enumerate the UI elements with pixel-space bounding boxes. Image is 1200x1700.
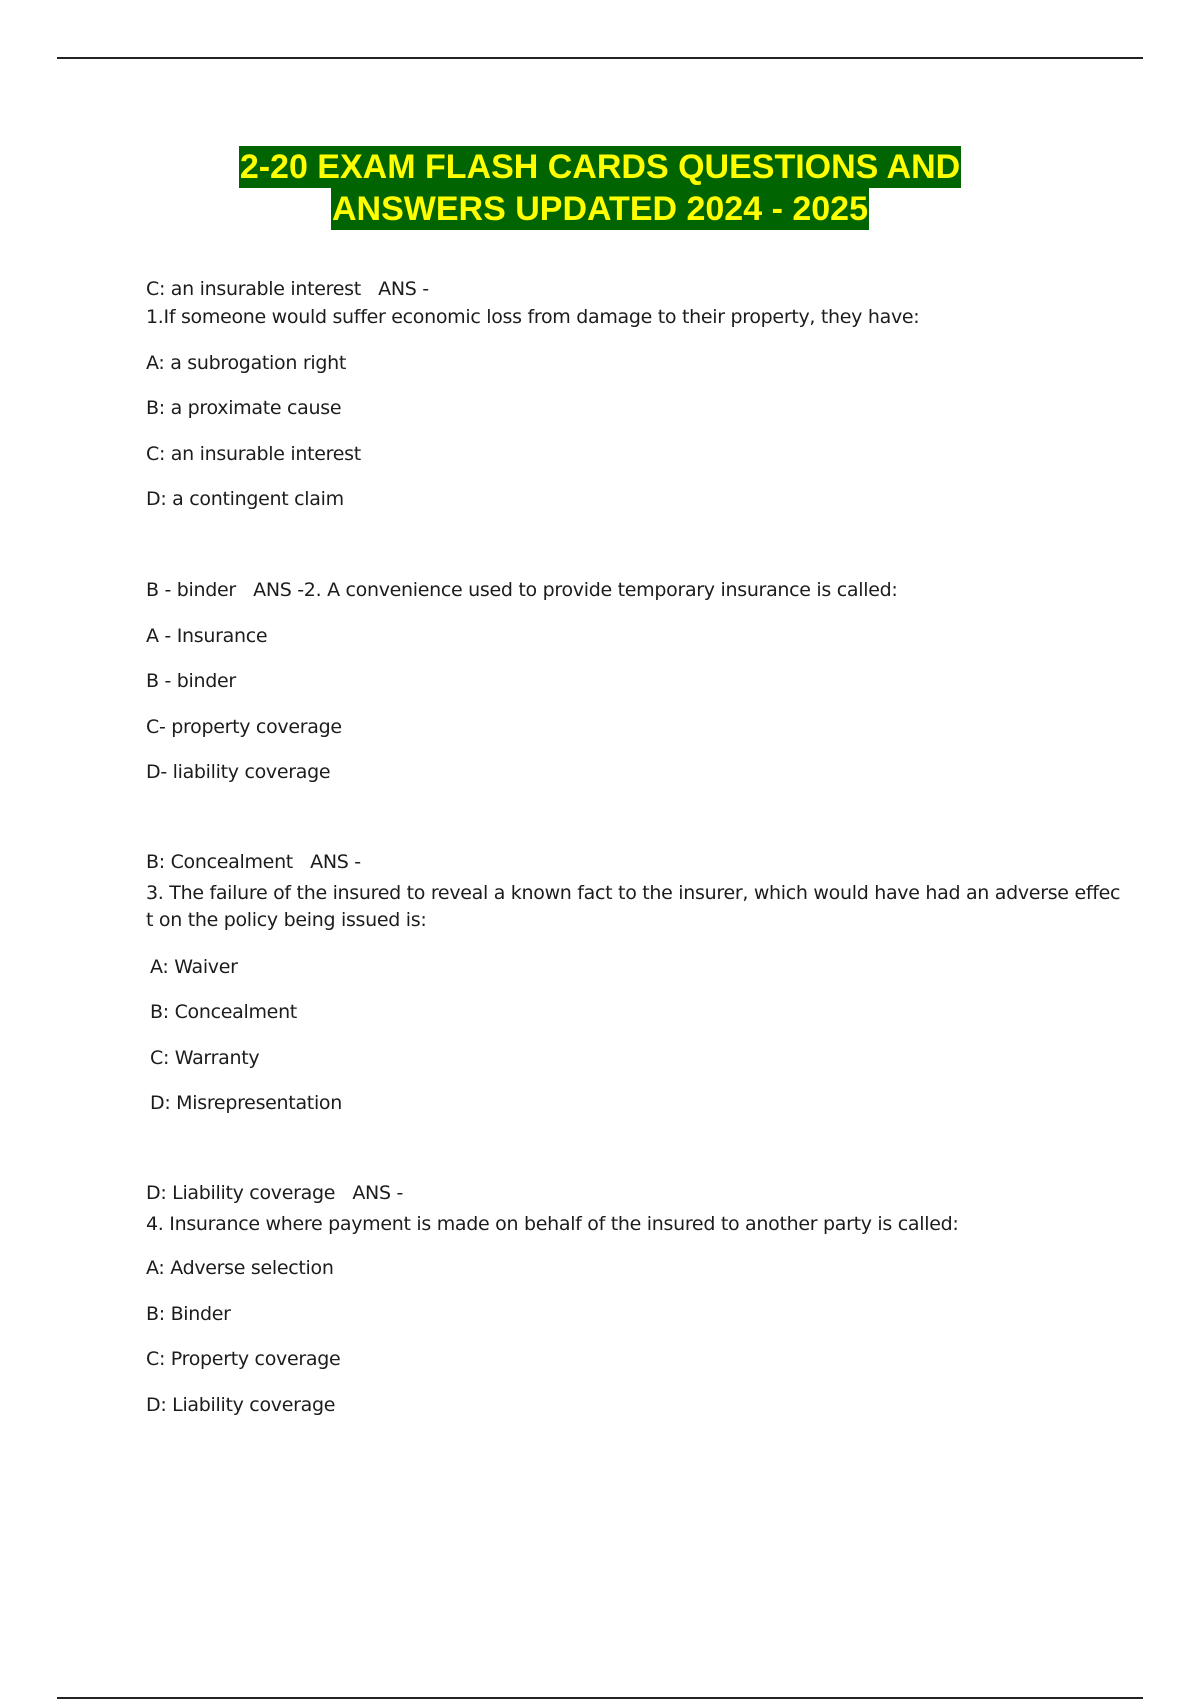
option-c: C: an insurable interest [146, 443, 361, 465]
option-d: D: Liability coverage [146, 1394, 336, 1416]
option-a: A: a subrogation right [146, 352, 346, 374]
answer-line: B - binder ANS -2. A convenience used to provide temporary insurance is called: [146, 579, 898, 601]
option-c: C: Warranty [150, 1047, 260, 1069]
title-line-2: ANSWERS UPDATED 2024 - 2025 [332, 190, 868, 228]
option-d: D: a contingent claim [146, 488, 344, 510]
option-a: A: Adverse selection [146, 1257, 334, 1279]
option-d: D: Misrepresentation [150, 1092, 342, 1114]
option-b: B: a proximate cause [146, 397, 342, 419]
bottom-rule [57, 1697, 1143, 1699]
question-text: 4. Insurance where payment is made on behalf of the insured to another party is called: [146, 1213, 959, 1235]
answer-line: B: Concealment ANS - [146, 851, 361, 873]
question-text: 1.If someone would suffer economic loss from damage to their property, they have: [146, 306, 920, 328]
option-d: D- liability coverage [146, 761, 331, 783]
answer-line: D: Liability coverage ANS - [146, 1182, 404, 1204]
option-b: B: Binder [146, 1303, 231, 1325]
top-rule [57, 57, 1143, 59]
question-text-continued: t on the policy being issued is: [146, 909, 427, 931]
answer-line: C: an insurable interest ANS - [146, 278, 429, 300]
document-title [0, 146, 1200, 230]
option-a: A - Insurance [146, 625, 268, 647]
option-b: B: Concealment [150, 1001, 297, 1023]
title-line-1: 2-20 EXAM FLASH CARDS QUESTIONS AND [239, 148, 961, 186]
option-b: B - binder [146, 670, 236, 692]
question-text: 3. The failure of the insured to reveal a known fact to the insurer, which would have had an adverse effec [146, 882, 1121, 904]
option-a: A: Waiver [150, 956, 238, 978]
option-c: C: Property coverage [146, 1348, 341, 1370]
option-c: C- property coverage [146, 716, 342, 738]
